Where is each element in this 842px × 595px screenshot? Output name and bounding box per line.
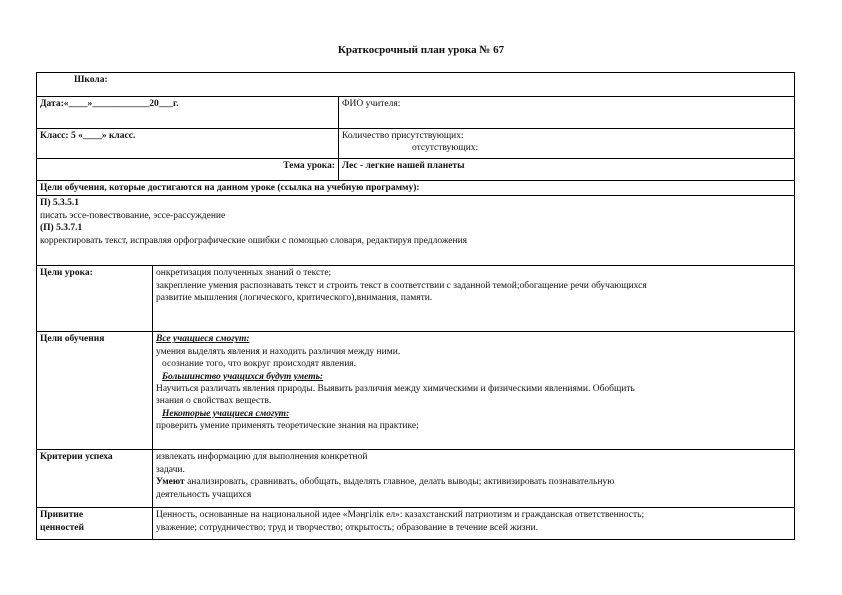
school-cell [37,73,795,97]
class-cell [37,129,339,159]
objective-code-2: (П) 5.3.7.1 [40,223,83,234]
all-students-line-2: осознание того, что вокруг происходят явления. [162,359,357,370]
success-criteria-rest: анализировать, сравнивать, обобщать, выделять главное, делать выводы; активизировать познавательную [184,477,615,488]
objective-text-1: писать эссе-повествование, эссе-рассуждение [40,210,226,221]
lesson-goal-1: онкретизация полученных знаний о тексте; [156,268,332,279]
success-criteria-bold: Умеют [156,477,185,488]
success-criteria-cell [153,450,795,508]
lesson-goals-row [37,266,795,332]
values-label-cell [37,508,153,540]
page-title: Краткосрочный план урока № 67 [337,44,505,56]
some-students-header: Некоторые учащиеся смогут: [162,408,290,419]
success-criteria-line-3 [156,476,791,488]
class-label: Класс: 5 «____» класс. [40,131,136,141]
all-students-line-1: умения выделять явления и находить различия между ними. [156,346,401,357]
values-line-2: уважение; сотрудничество; труд и творчество; открытость; образование в течение всей жизни. [156,522,539,533]
lesson-goals-cell [153,266,795,332]
topic-value-cell [339,159,795,181]
values-label-2: ценностей [40,522,84,533]
success-criteria-line-4: деятельность учащихся [156,489,252,500]
values-line-1: Ценность, основанные на национальной идее «Мәңгілік ел»: казахстанский патриотизм и гражданская ответственность; [156,510,645,521]
date-teacher-row [37,97,795,129]
topic-row [37,159,795,181]
objectives-header: Цели обучения, которые достигаются на данном уроке (ссылка на учебную программу): [40,183,420,193]
learning-goals-cell [153,332,795,450]
present-label: Количество присутствующих: [342,131,464,141]
lesson-plan-table [36,72,795,540]
some-students-line-1: проверить умение применять теоретические знания на практике; [156,421,419,432]
most-students-line-2: знания о свойствах веществ. [156,396,272,407]
success-criteria-label-cell [37,450,153,508]
success-criteria-row [37,450,795,508]
school-label: Школа: [74,75,108,85]
teacher-cell [339,97,795,129]
most-students-line-1: Научиться различать явления природы. Выявить различия между химическими и физическими явлениями. Обобщить [156,384,635,395]
values-row [37,508,795,540]
objectives-cell [37,196,795,266]
lesson-goals-label-cell [37,266,153,332]
topic-value: Лес - легкие нашей планеты [342,161,465,171]
objectives-header-row [37,181,795,196]
values-label-1: Привитие [40,510,84,521]
date-cell [37,97,339,129]
topic-label: Тема урока: [283,161,335,171]
objective-code-1: П) 5.3.5.1 [40,198,80,209]
values-cell [153,508,795,540]
attendance-cell [339,129,795,159]
learning-goals-label: Цели обучения [40,334,105,345]
success-criteria-label: Критерии успеха [40,452,113,463]
success-criteria-line-2: задачи. [156,464,185,475]
success-criteria-line-1: извлекать информацию для выполнения конкретной [156,452,368,463]
school-row [37,73,795,97]
learning-goals-row [37,332,795,450]
topic-label-cell [37,159,339,181]
lesson-goals-label: Цели урока: [40,268,93,279]
learning-goals-label-cell [37,332,153,450]
lesson-goal-2: закрепление умения распознавать текст и строить текст в соответствии с заданной темой;обогащение речи обучающихся [156,280,647,291]
class-attendance-row [37,129,795,159]
objective-text-2: корректировать текст, исправляя орфографические ошибки с помощью словаря, редактируя предложения [40,235,468,246]
date-label: Дата:«____»____________20___г. [40,99,179,109]
objectives-header-cell [37,181,795,196]
teacher-label: ФИО учителя: [342,99,401,109]
all-students-header: Все учащиеся смогут: [156,334,250,345]
most-students-header: Большинство учащихся будут уметь: [162,371,324,382]
objectives-row [37,196,795,266]
lesson-goal-3: развитие мышления (логического, критического),внимания, памяти. [156,293,433,304]
absent-label: отсутствующих: [412,143,479,154]
